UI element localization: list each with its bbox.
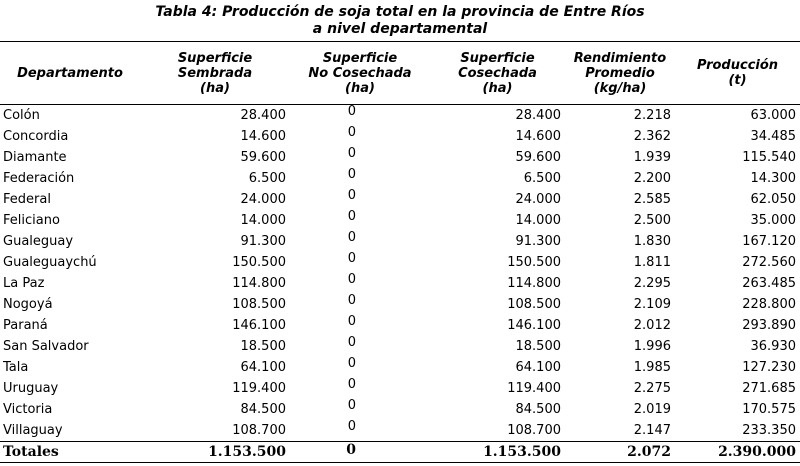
cell-superficie-sembrada: 108.500 — [232, 297, 286, 312]
header-line: Producción — [696, 58, 779, 73]
cell-superficie-no-cosechada: 0 — [347, 230, 356, 245]
cell-departamento: Tala — [3, 360, 29, 375]
header-superficie-sembrada — [140, 42, 290, 105]
cell-rendimiento: 2.362 — [633, 129, 671, 144]
cell-rendimiento: 1.939 — [633, 150, 671, 165]
table-row — [0, 315, 800, 336]
cell-superficie-sembrada: 108.700 — [232, 423, 286, 438]
table-row — [0, 105, 800, 127]
totals-cosechada: 1.153.500 — [483, 444, 561, 460]
cell-superficie-cosechada: 6.500 — [523, 171, 561, 186]
cell-produccion: 36.930 — [750, 339, 796, 354]
cell-superficie-no-cosechada: 0 — [347, 419, 356, 434]
cell-superficie-cosechada: 28.400 — [515, 108, 561, 123]
cell-departamento: Victoria — [3, 402, 53, 417]
cell-superficie-sembrada: 150.500 — [232, 255, 286, 270]
cell-superficie-sembrada: 28.400 — [240, 108, 286, 123]
cell-departamento: La Paz — [3, 276, 45, 291]
totals-row — [0, 442, 800, 463]
cell-produccion: 271.685 — [742, 381, 796, 396]
header-line: (ha) — [200, 80, 230, 96]
cell-superficie-cosechada: 14.000 — [515, 213, 561, 228]
table-row — [0, 252, 800, 273]
header-line: Promedio — [585, 65, 655, 81]
cell-superficie-sembrada: 6.500 — [248, 171, 286, 186]
cell-produccion: 63.000 — [750, 108, 796, 123]
cell-superficie-sembrada: 119.400 — [232, 381, 286, 396]
cell-rendimiento: 2.585 — [633, 192, 671, 207]
cell-departamento: Federación — [3, 171, 75, 186]
cell-rendimiento: 2.200 — [633, 171, 671, 186]
cell-rendimiento: 1.985 — [633, 360, 671, 375]
cell-superficie-no-cosechada: 0 — [347, 251, 356, 266]
cell-rendimiento: 2.218 — [633, 108, 671, 123]
header-row — [0, 42, 800, 105]
cell-departamento: Diamante — [3, 150, 67, 165]
cell-superficie-no-cosechada: 0 — [347, 272, 356, 287]
totals-rendimiento: 2.072 — [627, 444, 671, 460]
cell-superficie-no-cosechada: 0 — [347, 356, 356, 371]
cell-rendimiento: 1.996 — [633, 339, 671, 354]
cell-superficie-cosechada: 59.600 — [515, 150, 561, 165]
table-row — [0, 231, 800, 252]
cell-superficie-sembrada: 59.600 — [240, 150, 286, 165]
cell-rendimiento: 2.147 — [633, 423, 671, 438]
table-row — [0, 210, 800, 231]
cell-superficie-cosechada: 108.700 — [507, 423, 561, 438]
cell-superficie-sembrada: 18.500 — [240, 339, 286, 354]
cell-superficie-no-cosechada: 0 — [347, 125, 356, 140]
cell-departamento: Villaguay — [3, 423, 63, 438]
cell-produccion: 228.800 — [742, 297, 796, 312]
cell-superficie-sembrada: 64.100 — [240, 360, 286, 375]
cell-departamento: Colón — [3, 108, 40, 123]
cell-superficie-cosechada: 146.100 — [507, 318, 561, 333]
cell-departamento: Concordia — [3, 129, 69, 144]
cell-superficie-no-cosechada: 0 — [347, 167, 356, 182]
cell-superficie-sembrada: 84.500 — [240, 402, 286, 417]
cell-superficie-cosechada: 64.100 — [515, 360, 561, 375]
cell-rendimiento: 2.012 — [633, 318, 671, 333]
cell-produccion: 170.575 — [742, 402, 796, 417]
cell-superficie-sembrada: 146.100 — [232, 318, 286, 333]
table-row — [0, 420, 800, 442]
table-row — [0, 378, 800, 399]
cell-rendimiento: 2.019 — [633, 402, 671, 417]
table-row — [0, 399, 800, 420]
cell-superficie-cosechada: 24.000 — [515, 192, 561, 207]
table-body — [0, 105, 800, 442]
cell-produccion: 14.300 — [750, 171, 796, 186]
table-row — [0, 273, 800, 294]
cell-superficie-cosechada: 114.800 — [507, 276, 561, 291]
cell-superficie-no-cosechada: 0 — [347, 377, 356, 392]
cell-departamento: Gualeguaychú — [3, 255, 97, 270]
table-row — [0, 189, 800, 210]
cell-rendimiento: 2.295 — [633, 276, 671, 291]
cell-departamento: Uruguay — [3, 381, 59, 396]
cell-superficie-no-cosechada: 0 — [347, 398, 356, 413]
header-superficie-cosechada — [430, 42, 565, 105]
cell-superficie-sembrada: 24.000 — [240, 192, 286, 207]
cell-superficie-no-cosechada: 0 — [347, 209, 356, 224]
cell-produccion: 233.350 — [742, 423, 796, 438]
cell-produccion: 167.120 — [742, 234, 796, 249]
cell-departamento: Gualeguay — [3, 234, 74, 249]
cell-superficie-cosechada: 18.500 — [515, 339, 561, 354]
header-line: (kg/ha) — [593, 80, 647, 96]
cell-superficie-no-cosechada: 0 — [347, 146, 356, 161]
header-line: Cosechada — [458, 65, 537, 81]
cell-produccion: 34.485 — [750, 129, 796, 144]
cell-produccion: 35.000 — [750, 213, 796, 228]
cell-rendimiento: 1.830 — [633, 234, 671, 249]
cell-superficie-sembrada: 91.300 — [240, 234, 286, 249]
cell-rendimiento: 2.275 — [633, 381, 671, 396]
table-title-line1: Tabla 4: Producción de soja total en la provincia de Entre Ríos — [155, 4, 645, 20]
totals-sembrada: 1.153.500 — [208, 444, 286, 460]
totals-no-cosechada: 0 — [346, 442, 356, 458]
header-line: (ha) — [482, 80, 513, 96]
table-row — [0, 357, 800, 378]
header-line: (t) — [728, 73, 747, 88]
header-line: Superficie — [460, 50, 535, 66]
cell-superficie-sembrada: 114.800 — [232, 276, 286, 291]
cell-superficie-sembrada: 14.000 — [240, 213, 286, 228]
cell-rendimiento: 1.811 — [633, 255, 671, 270]
header-produccion — [675, 42, 800, 105]
cell-produccion: 127.230 — [742, 360, 796, 375]
cell-superficie-no-cosechada: 0 — [347, 314, 356, 329]
header-line: Sembrada — [177, 65, 253, 81]
header-line: (ha) — [345, 80, 375, 96]
cell-superficie-cosechada: 150.500 — [507, 255, 561, 270]
cell-produccion: 272.560 — [742, 255, 796, 270]
cell-departamento: Federal — [3, 192, 51, 207]
cell-superficie-no-cosechada: 0 — [347, 293, 356, 308]
table-title — [0, 4, 800, 38]
header-rendimiento-promedio — [565, 42, 675, 105]
cell-departamento: Paraná — [3, 318, 48, 333]
table-row — [0, 147, 800, 168]
cell-superficie-no-cosechada: 0 — [347, 104, 356, 119]
cell-superficie-no-cosechada: 0 — [347, 188, 356, 203]
table-row — [0, 294, 800, 315]
header-line: Superficie — [322, 50, 398, 66]
header-line: Superficie — [177, 50, 253, 66]
cell-superficie-cosechada: 91.300 — [515, 234, 561, 249]
cell-produccion: 62.050 — [750, 192, 796, 207]
cell-superficie-cosechada: 84.500 — [515, 402, 561, 417]
table-row — [0, 126, 800, 147]
cell-produccion: 115.540 — [742, 150, 796, 165]
cell-departamento: Feliciano — [3, 213, 60, 228]
cell-departamento: San Salvador — [3, 339, 89, 354]
cell-produccion: 263.485 — [742, 276, 796, 291]
header-line: Departamento — [17, 65, 123, 81]
cell-produccion: 293.890 — [742, 318, 796, 333]
table-row — [0, 336, 800, 357]
header-line: No Cosechada — [308, 65, 412, 81]
totals-label: Totales — [3, 444, 59, 460]
cell-rendimiento: 2.109 — [633, 297, 671, 312]
cell-superficie-cosechada: 119.400 — [507, 381, 561, 396]
cell-superficie-no-cosechada: 0 — [347, 335, 356, 350]
cell-departamento: Nogoyá — [3, 297, 53, 312]
cell-superficie-cosechada: 14.600 — [515, 129, 561, 144]
header-superficie-no-cosechada — [290, 42, 430, 105]
cell-rendimiento: 2.500 — [633, 213, 671, 228]
totals-produccion: 2.390.000 — [718, 444, 796, 460]
production-table — [0, 41, 800, 463]
table-title-line2: a nivel departamental — [312, 21, 488, 37]
cell-superficie-sembrada: 14.600 — [240, 129, 286, 144]
table-row — [0, 168, 800, 189]
header-departamento — [0, 42, 140, 105]
cell-superficie-cosechada: 108.500 — [507, 297, 561, 312]
header-line: Rendimiento — [573, 50, 667, 66]
